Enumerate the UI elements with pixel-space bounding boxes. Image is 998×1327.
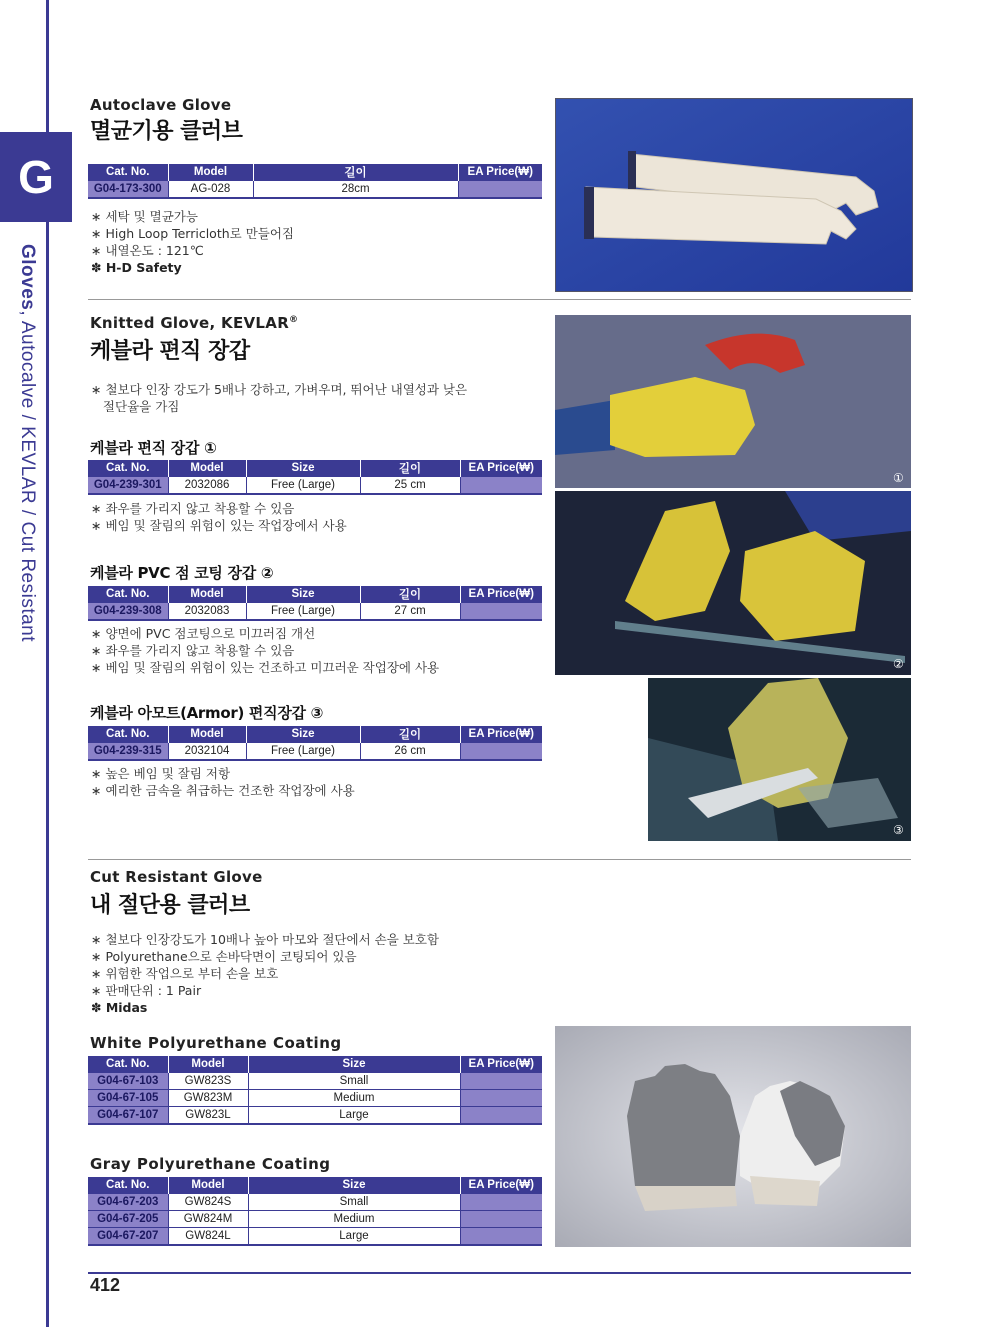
model-cell: GW824L [168,1228,248,1246]
list-item: ∗ 위험한 작업으로 부터 손을 보호 [91,966,279,981]
header-cell: Model [168,1056,248,1073]
table-row [88,743,542,761]
header-cell: 길이 [360,586,460,603]
length-cell: 26 cm [360,743,460,761]
kevlar-product-2-table [88,586,542,621]
kevlar-bullets [91,381,467,415]
photo-label-3: ③ [893,823,904,837]
price-cell [460,1090,542,1107]
list-item: ∗ 철보다 인장강도가 10배나 높아 마모와 절단에서 손을 보호함 [91,932,439,947]
list-item: ∗ 베임 및 잘림의 위험이 있는 작업장에서 사용 [91,518,347,533]
cut-resistant-glove-photo [555,1026,911,1247]
header-cell: EA Price(₩) [460,726,542,743]
registered-mark: ® [289,315,299,325]
list-item: ∗ 좌우를 가리지 않고 착용할 수 있음 [91,501,295,516]
kevlar-title-en [90,314,298,332]
price-cell [460,1107,542,1125]
brand-label: ✽ H-D Safety [91,260,182,275]
cat-no-cell: G04-67-203 [88,1194,168,1211]
header-cell: Cat. No. [88,460,168,477]
brand-label: ✽ Midas [91,1000,148,1015]
list-item: 절단율을 가짐 [91,399,180,414]
footer-rule [88,1272,911,1274]
header-cell: Model [168,1177,248,1194]
model-cell: GW823S [168,1073,248,1090]
kevlar-product-3-table [88,726,542,761]
autoclave-title-ko: 멸균기용 클러브 [90,119,243,144]
autoclave-title-en: Autoclave Glove [90,96,232,114]
kevlar-product-1-bullets [91,500,347,534]
model-cell: 2032083 [168,603,246,621]
price-cell [460,1211,542,1228]
section-title-bold: Gloves [17,244,38,311]
model-cell: GW823L [168,1107,248,1125]
list-item: ∗ 좌우를 가리지 않고 착용할 수 있음 [91,643,295,658]
gray-pu-table [88,1177,542,1246]
list-item: ∗ 예리한 금속을 취급하는 건조한 작업장에 사용 [91,783,355,798]
header-cell: Model [168,164,253,181]
table-row [88,477,542,495]
size-cell: Medium [248,1211,460,1228]
kevlar-glove-photo-3 [648,678,911,841]
model-cell: 2032086 [168,477,246,495]
cut-title-en: Cut Resistant Glove [90,868,263,886]
kevlar-title-ko: 케블라 편직 장갑 [90,339,250,364]
size-cell: Small [248,1194,460,1211]
header-cell: Model [168,726,246,743]
cat-no-cell: G04-239-315 [88,743,168,761]
kevlar-product-3-title: 케블라 아모트(Armor) 편직장갑 ③ [90,704,324,722]
header-cell: Cat. No. [88,726,168,743]
header-cell: Size [248,1177,460,1194]
header-cell: 길이 [360,726,460,743]
section-divider [88,299,911,300]
cat-no-cell: G04-67-107 [88,1107,168,1125]
section-vertical-title [16,244,38,642]
header-cell: Cat. No. [88,1056,168,1073]
header-cell: EA Price(₩) [460,460,542,477]
kevlar-title-text: Knitted Glove, KEVLAR [90,314,290,332]
price-cell [460,1194,542,1211]
list-item: ∗ 양면에 PVC 점코팅으로 미끄러짐 개선 [91,626,316,641]
header-cell: 길이 [360,460,460,477]
photo-label-1: ① [893,471,904,485]
price-cell [458,181,542,199]
list-item: ∗ High Loop Terricloth로 만들어짐 [91,226,294,241]
list-item: ∗ 판매단위 : 1 Pair [91,983,202,998]
length-cell: 25 cm [360,477,460,495]
header-cell: Cat. No. [88,586,168,603]
table-row [88,1107,542,1125]
table-header-row [88,460,542,477]
cat-no-cell: G04-67-103 [88,1073,168,1090]
kevlar-glove-photo-1 [555,315,911,488]
table-header-row [88,164,542,181]
header-cell: Model [168,586,246,603]
list-item: ∗ 내열온도 : 121℃ [91,243,204,258]
header-cell: Size [246,460,360,477]
table-row [88,1211,542,1228]
section-divider [88,859,911,860]
table-row [88,1228,542,1246]
size-cell: Free (Large) [246,743,360,761]
header-cell: 길이 [253,164,458,181]
cat-no-cell: G04-67-105 [88,1090,168,1107]
list-item: ∗ 세탁 및 멸균가능 [91,209,198,224]
page-number: 412 [90,1275,121,1295]
size-cell: Large [248,1228,460,1246]
cat-no-cell: G04-67-205 [88,1211,168,1228]
kevlar-product-3-bullets [91,765,355,799]
cat-no-cell: G04-239-308 [88,603,168,621]
header-cell: EA Price(₩) [460,1177,542,1194]
length-cell: 28cm [253,181,458,199]
autoclave-glove-photo [555,98,913,292]
cut-title-ko: 내 절단용 클러브 [90,893,250,918]
kevlar-product-1-title: 케블라 편직 장갑 ① [90,439,217,457]
header-cell: Cat. No. [88,164,168,181]
list-item: ∗ 베임 및 잘림의 위험이 있는 건조하고 미끄러운 작업장에 사용 [91,660,440,675]
model-cell: GW824S [168,1194,248,1211]
photo-label-2: ② [893,657,904,671]
header-cell: Cat. No. [88,1177,168,1194]
size-cell: Free (Large) [246,603,360,621]
list-item: ∗ 철보다 인장 강도가 5배나 강하고, 가벼우며, 뛰어난 내열성과 낮은 [91,382,468,397]
header-cell: EA Price(₩) [458,164,542,181]
length-cell: 27 cm [360,603,460,621]
table-row [88,1194,542,1211]
size-cell: Medium [248,1090,460,1107]
price-cell [460,1228,542,1246]
kevlar-product-2-bullets [91,625,439,676]
cat-no-cell: G04-173-300 [88,181,168,199]
header-cell: Size [246,586,360,603]
white-pu-table [88,1056,542,1125]
list-item: ∗ Polyurethane으로 손바닥면이 코팅되어 있음 [91,949,357,964]
kevlar-product-2-title: 케블라 PVC 점 코팅 장갑 ② [90,564,274,582]
table-header-row [88,726,542,743]
table-row [88,1090,542,1107]
size-cell: Large [248,1107,460,1125]
table-header-row [88,1177,542,1194]
header-cell: EA Price(₩) [460,1056,542,1073]
size-cell: Small [248,1073,460,1090]
autoclave-bullets [91,208,294,276]
model-cell: AG-028 [168,181,253,199]
table-row [88,1073,542,1090]
table-header-row [88,586,542,603]
size-cell: Free (Large) [246,477,360,495]
autoclave-spec-table [88,164,542,199]
header-cell: Size [248,1056,460,1073]
table-row [88,603,542,621]
price-cell [460,1073,542,1090]
price-cell [460,743,542,761]
cat-no-cell: G04-239-301 [88,477,168,495]
table-header-row [88,1056,542,1073]
section-title-rest: , Autocalve / KEVLAR / Cut Resistant [17,310,38,643]
header-cell: Model [168,460,246,477]
kevlar-glove-photo-2 [555,491,911,675]
model-cell: GW824M [168,1211,248,1228]
price-cell [460,477,542,495]
price-cell [460,603,542,621]
table-row [88,181,542,199]
cat-no-cell: G04-67-207 [88,1228,168,1246]
header-cell: Size [246,726,360,743]
list-item: ∗ 높은 베임 및 잘림 저항 [91,766,231,781]
section-letter-tab: G [0,132,72,222]
kevlar-product-1-table [88,460,542,495]
white-pu-title: White Polyurethane Coating [90,1034,342,1052]
model-cell: 2032104 [168,743,246,761]
model-cell: GW823M [168,1090,248,1107]
cut-bullets [91,931,439,1016]
gray-pu-title: Gray Polyurethane Coating [90,1155,331,1173]
header-cell: EA Price(₩) [460,586,542,603]
